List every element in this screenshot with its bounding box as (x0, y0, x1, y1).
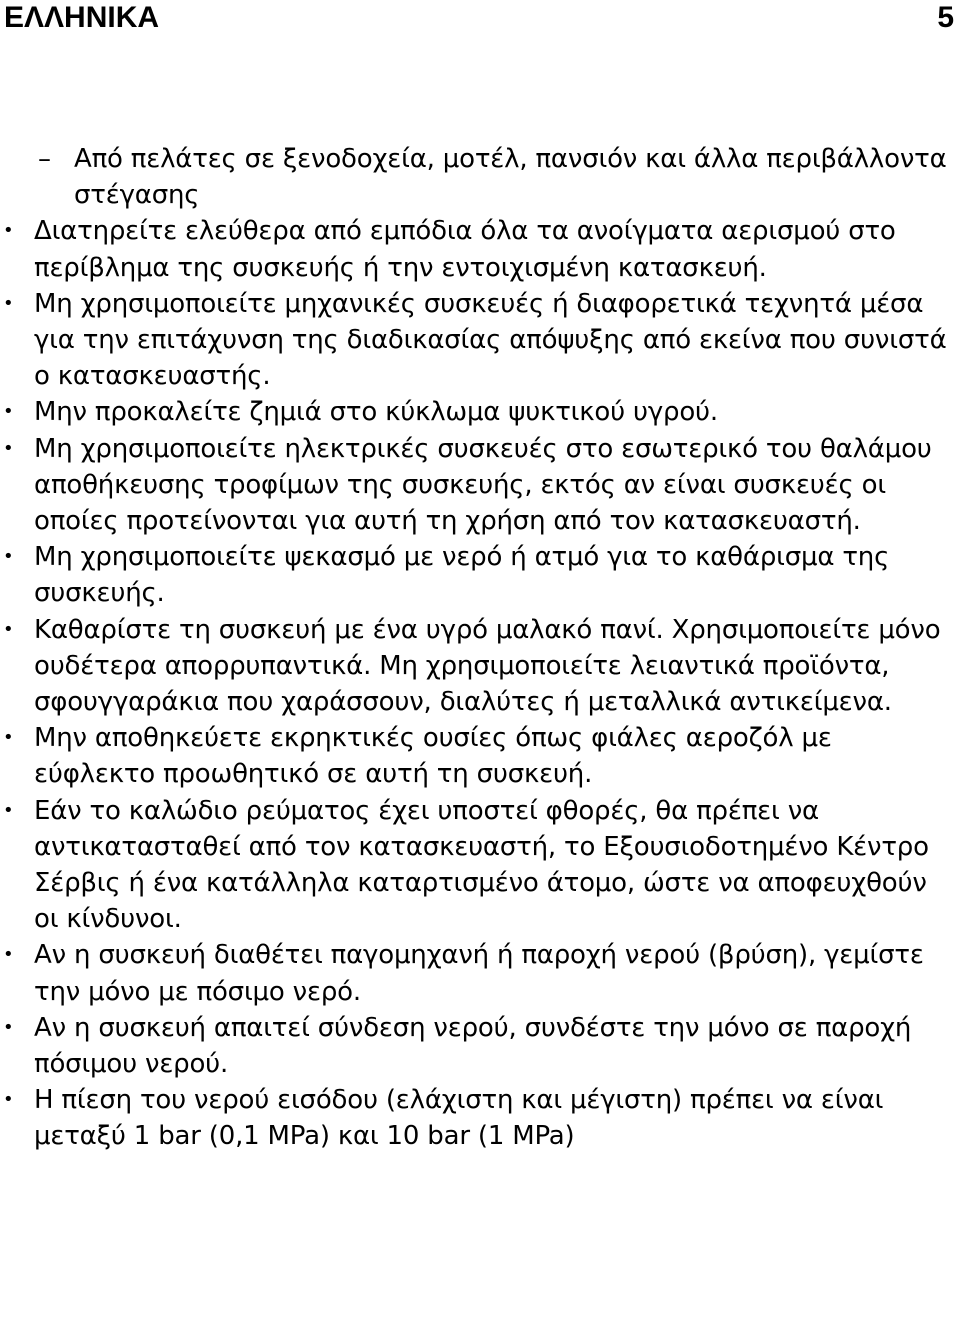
list-item (0, 1082, 960, 1154)
safety-instructions-list (0, 141, 960, 1155)
bullet-marker: • (3, 1089, 14, 1111)
list-item-text: Μη χρησιμοποιείτε ψεκασμό με νερό ή ατμό για το καθάρισμα της συσκευής. (34, 542, 890, 609)
bullet-marker: • (3, 944, 14, 966)
bullet-marker: • (3, 220, 14, 242)
list-item (0, 394, 960, 430)
list-item-text: Διατηρείτε ελεύθερα από εμπόδια όλα τα ανοίγματα αερισμού στο περίβλημα της συσκευής ή την εντοιχισμένη κατασκευή. (34, 216, 896, 283)
list-item-text: Μη χρησιμοποιείτε μηχανικές συσκευές ή διαφορετικά τεχνητά μέσα για την επιτάχυνση της διαδικασίας απόψυξης από εκείνα που συνιστά ο κατασκευαστής. (34, 288, 947, 392)
page-header (0, 0, 960, 40)
bullet-marker: • (3, 618, 14, 640)
list-item-text: Η πίεση του νερού εισόδου (ελάχιστη και μέγιστη) πρέπει να είναι μεταξύ 1 bar (0,1 MPa) και 10 bar (1 MPa) (34, 1085, 884, 1152)
list-item (0, 286, 960, 395)
list-item (0, 431, 960, 540)
bullet-marker: • (3, 292, 14, 314)
list-item-text: Μην αποθηκεύετε εκρηκτικές ουσίες όπως φιάλες αεροζόλ με εύφλεκτο προωθητικό σε αυτή τη συσκευή. (34, 723, 832, 790)
page-number: 5 (937, 1, 954, 34)
list-item (0, 213, 960, 285)
bullet-marker: • (3, 401, 14, 423)
dash-marker: – (38, 144, 51, 174)
language-title: ΕΛΛΗΝΙΚΑ (4, 1, 160, 34)
list-item-text: Από πελάτες σε ξενοδοχεία, μοτέλ, πανσιόν και άλλα περιβάλλοντα στέγασης (74, 144, 947, 211)
bullet-marker: • (3, 727, 14, 749)
bullet-marker: • (3, 546, 14, 568)
list-item (0, 141, 960, 213)
list-item (0, 720, 960, 792)
list-item (0, 937, 960, 1009)
list-item (0, 612, 960, 721)
list-item (0, 539, 960, 611)
list-item-text: Εάν το καλώδιο ρεύματος έχει υποστεί φθορές, θα πρέπει να αντικατασταθεί από τον κατασκευαστή, το Εξουσιοδοτημένο Κέντρο Σέρβις ή ένα κατάλληλα καταρτισμένο άτομο, ώστε να αποφευχθούν οι κίνδυνοι. (34, 795, 929, 935)
list-item-text: Μην προκαλείτε ζημιά στο κύκλωμα ψυκτικού υγρού. (34, 397, 718, 428)
list-item-text: Αν η συσκευή απαιτεί σύνδεση νερού, συνδέστε την μόνο σε παροχή πόσιμου νερού. (34, 1012, 912, 1080)
bullet-marker: • (3, 437, 14, 459)
list-item-text: Αν η συσκευή διαθέτει παγομηχανή ή παροχή νερού (βρύση), γεμίστε την μόνο με πόσιμο νερό. (34, 940, 924, 1007)
bullet-marker: • (3, 1016, 14, 1038)
list-item-text: Μη χρησιμοποιείτε ηλεκτρικές συσκευές στο εσωτερικό του θαλάμου αποθήκευσης τροφίμων της συσκευής, εκτός αν είναι συσκευές οι οποίες προτείνονται για αυτή τη χρήση από τον κατασκευαστή. (34, 433, 932, 537)
list-item-text: Καθαρίστε τη συσκευή με ένα υγρό μαλακό πανί. Χρησιμοποιείτε μόνο ουδέτερα απορρυπαντικά. Μη χρησιμοποιείτε λειαντικά προϊόντα, σφουγγαράκια που χαράσσουν, διαλύτες ή μεταλλικά αντικείμενα. (34, 614, 941, 718)
list-item (0, 793, 960, 938)
bullet-marker: • (3, 799, 14, 821)
list-item (0, 1010, 960, 1082)
